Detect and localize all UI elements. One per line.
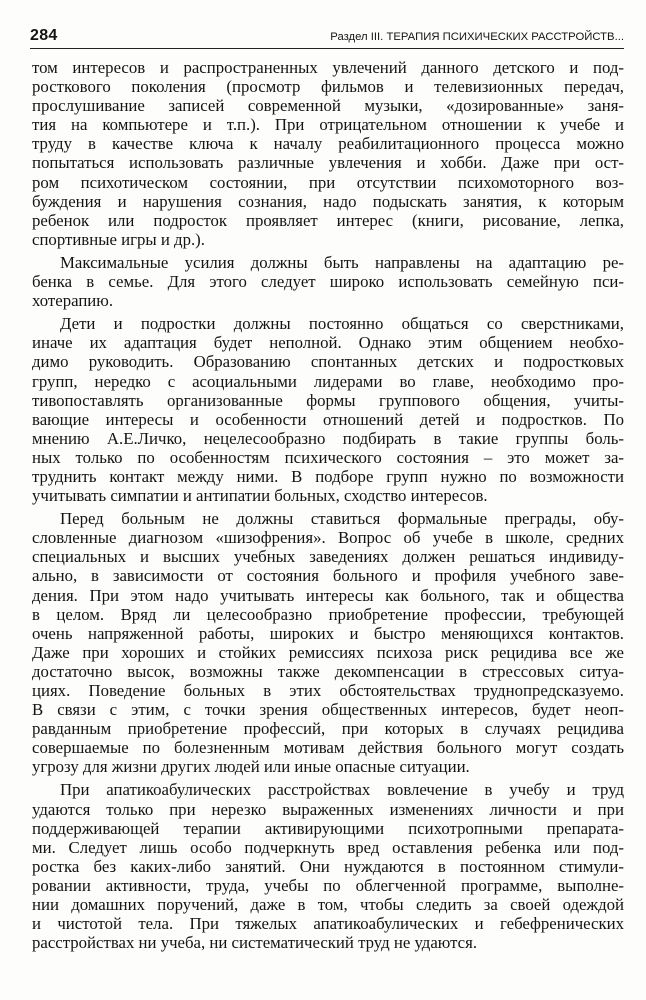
- text-line: хотерапию.: [32, 291, 114, 311]
- text-line: расстройствах ни учеба, ни систематический труд не удаются.: [32, 933, 478, 953]
- text-line: димо руководить. Образованию спонтанных детских и подростковых: [32, 352, 624, 372]
- running-title: Раздел III. ТЕРАПИЯ ПСИХИЧЕСКИХ РАССТРОЙСТВ...: [330, 31, 624, 43]
- text-line: Дети и подростки должны постоянно общаться со сверстниками,: [60, 314, 624, 334]
- text-line: ных только по особенностям психического состояния – это может за-: [32, 447, 624, 467]
- text-line: Максимальные усилия должны быть направлены на адаптацию ре-: [60, 252, 624, 272]
- text-line: циях. Поведение больных в этих обстоятельствах труднопредсказуемо.: [32, 681, 624, 700]
- text-line: Даже при хороших и стойких ремиссиях психоза риск рецидива все же: [32, 642, 624, 662]
- text-line: ром психотическом состоянии, при отсутствии психомоторного воз-: [32, 172, 624, 192]
- text-line: поддерживающей терапии активирующими психотропными препарата-: [32, 818, 624, 838]
- text-line: удаются только при нерезко выраженных изменениях личности и при: [32, 799, 624, 819]
- text-line: спортивные игры и др.).: [32, 229, 205, 249]
- text-line: достаточно высок, возможны также декомпенсации в стрессовых ситуа-: [32, 661, 624, 681]
- text-line: словленные диагнозом «шизофрения». Вопрос об учебе в школе, средних: [32, 528, 624, 548]
- text-line: вающие интересы и особенности отношений детей и подростков. По: [32, 409, 624, 429]
- text-line: дения. При этом надо учитывать интересы как больного, так и общества: [32, 585, 624, 605]
- text-line: угрозу для жизни других людей или иные опасные ситуации.: [32, 757, 470, 777]
- page-number: 284: [30, 27, 58, 44]
- text-line: ребенок или подросток проявляет интерес (книги, рисование, лепка,: [32, 210, 624, 230]
- text-line: бенка в семье. Для этого следует широко использовать семейную пси-: [32, 272, 624, 292]
- paragraph: [32, 58, 624, 249]
- paragraph: [32, 780, 624, 952]
- text-line: ально, в зависимости от состояния больного и профиля учебного заве-: [32, 566, 624, 586]
- text-line: том интересов и распространенных увлечений данного детского и под-: [32, 58, 624, 77]
- body-text: [32, 58, 624, 956]
- text-line: совершаемые по болезненным мотивам действия больного могут создать: [32, 738, 624, 758]
- text-line: ростка без каких-либо занятий. Они нуждаются в постоянном стимули-: [32, 856, 624, 876]
- paragraph: [32, 509, 624, 776]
- text-line: тия на компьютере и т.п.). При отрицательном отношении к учебе и: [32, 115, 624, 135]
- text-line: труду в качестве ключа к началу реабилитационного процесса можно: [32, 134, 624, 154]
- text-line: нии домашних поручений, даже в том, чтобы следить за своей одеждой: [32, 895, 624, 915]
- text-line: в целом. Вряд ли целесообразно приобретение профессии, требующей: [32, 604, 624, 624]
- text-line: специальных и высших учебных заведениях должен решаться индивиду-: [32, 547, 624, 567]
- paragraph: [32, 253, 624, 310]
- text-line: труднить контакт между ними. В подборе групп нужно по возможности: [32, 466, 624, 486]
- text-line: мнению А.Е.Личко, нецелесообразно подбирать в такие группы боль-: [32, 428, 624, 448]
- text-line: тивопоставлять организованные формы группового общения, учиты-: [32, 390, 624, 410]
- text-line: групп, нередко с асоциальными лидерами во главе, необходимо про-: [32, 371, 624, 391]
- text-line: учитывать симпатии и антипатии больных, сходство интересов.: [32, 486, 488, 506]
- paragraph: [32, 314, 624, 505]
- text-line: ровании активности, труда, учебы по облегченной программе, выполне-: [32, 875, 624, 895]
- text-line: ми. Следует лишь особо подчеркнуть вред оставления ребенка или под-: [32, 837, 624, 857]
- text-line: росткового поколения (просмотр фильмов и телевизионных передач,: [32, 77, 624, 97]
- text-line: Перед больным не должны ставиться формальные преграды, обу-: [60, 509, 624, 529]
- text-line: попытаться использовать различные увлечения и хобби. Даже при ост-: [32, 153, 624, 173]
- text-line: буждения и нарушения сознания, надо подыскать занятия, к которым: [32, 191, 624, 211]
- text-line: прослушивание записей современной музыки, «дозированные» заня-: [32, 96, 624, 116]
- text-line: В связи с этим, с точки зрения общественных интересов, будет неоп-: [32, 700, 624, 720]
- text-line: очень напряженной работы, широких и быстро меняющихся контактов.: [32, 623, 624, 643]
- text-line: иначе их адаптация будет неполной. Однако этим общением необхо-: [32, 333, 624, 353]
- text-line: При апатикоабулических расстройствах вовлечение в учебу и труд: [60, 780, 624, 800]
- text-line: равданным приобретение профессий, при которых в случаях рецидива: [32, 719, 624, 739]
- page-header: [30, 26, 624, 49]
- text-line: и чистотой тела. При тяжелых апатикоабулических и гебефренических: [32, 914, 624, 934]
